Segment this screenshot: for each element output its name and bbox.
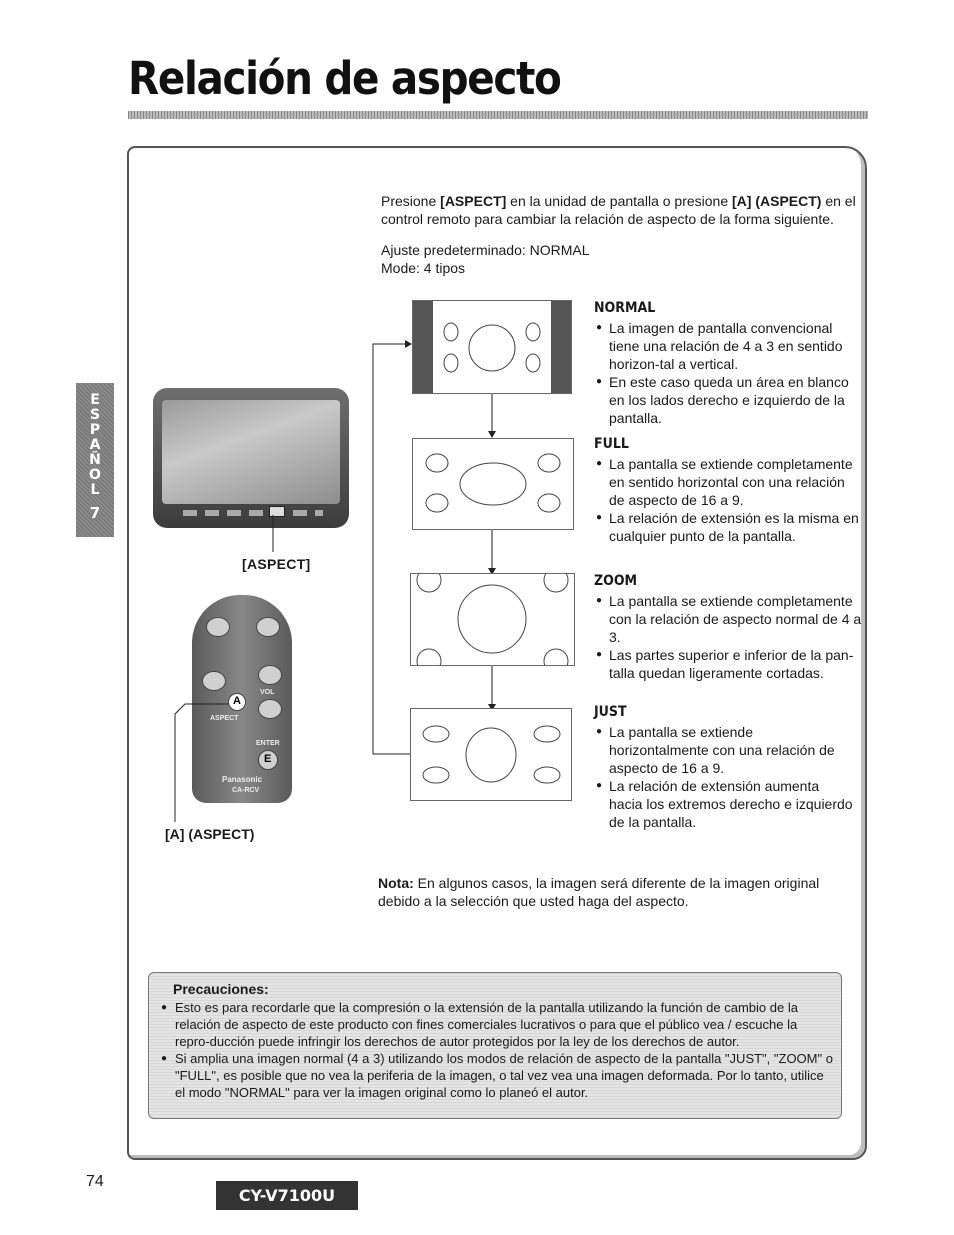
precautions-list: [161, 999, 833, 1101]
a-aspect-button-label: [A] (ASPECT): [165, 826, 255, 842]
intro-key-aspect: [ASPECT]: [440, 193, 507, 209]
intro-text: en el control remoto para cambiar la relación de aspecto de la forma siguiente.: [381, 193, 856, 227]
side-tab-letter: Ñ: [89, 452, 101, 468]
side-tab-letter: S: [89, 407, 101, 423]
mode-title-just: JUST: [594, 704, 627, 720]
remote-brand: Panasonic: [222, 775, 263, 784]
intro-key-a-aspect: [A] (ASPECT): [732, 193, 822, 209]
list-item: ● La pantalla se extiende completamente en sentido horizontal con una relación de aspecto de 16 a 9.: [596, 455, 862, 509]
remote-aspect-label: ASPECT: [210, 715, 239, 722]
side-tab-letter: L: [90, 482, 100, 498]
remote-a-button-label: A: [233, 695, 241, 707]
side-tab-letter: P: [89, 422, 101, 438]
remote-enter-button-label: E: [264, 753, 272, 765]
list-item: ● La relación de extensión aumenta hacia los extremos derecho e izquierdo de la pantalla.: [596, 777, 856, 831]
list-item: ● La pantalla se extiende completamente con la relación de aspecto normal de 4 a 3.: [596, 592, 862, 646]
side-tab-letter: E: [90, 392, 100, 408]
list-item: ● Si amplia una imagen normal (4 a 3) utilizando los modos de relación de aspecto de la pantalla "JUST", "ZOOM" o "FULL", es posible que no vea la periferia de la imagen, o tal vez vea una imagen deformada. Por lo tanto, utilice el modo "NORMAL" para ver la imagen original como lo planeó el autor.: [161, 1050, 833, 1101]
mode-title-normal: NORMAL: [594, 300, 656, 316]
list-item: ● La relación de extensión es la misma en cualquier punto de la pantalla.: [596, 509, 862, 545]
remote-enter-label: ENTER: [256, 740, 280, 747]
list-item: ● En este caso queda un área en blanco en los lados derecho e izquierdo de la pantalla.: [596, 373, 860, 427]
mode-count: Mode: 4 tipos: [381, 260, 466, 276]
precautions-title: Precauciones:: [173, 981, 269, 997]
list-item: ● La pantalla se extiende horizontalmente con una relación de aspecto de 16 a 9.: [596, 723, 856, 777]
note-paragraph: [378, 874, 858, 910]
remote-vol-label: VOL: [260, 689, 275, 696]
side-tab-number: 7: [89, 504, 101, 522]
precautions-box: [148, 972, 842, 1119]
intro-text: Presione: [381, 193, 441, 209]
remote-model-code: CA-RCV: [232, 787, 260, 794]
mode-title-zoom: ZOOM: [594, 573, 638, 589]
aspect-button-label: [ASPECT]: [242, 556, 311, 572]
side-tab-letter: O: [89, 467, 101, 483]
list-item: ● Esto es para recordarle que la compresión o la extensión de la pantalla utilizando la función de cambio de la relación de aspecto de este producto con fines comerciales lucrativos o para que el público vea / escuche la repro-ducción puede infringir los derechos de autor protegidos por la ley de los derechos de autor.: [161, 999, 833, 1050]
mode-title-full: FULL: [594, 436, 629, 452]
list-item: ● Las partes superior e inferior de la pan-talla quedan ligeramente cortadas.: [596, 646, 862, 682]
side-tab-letter: A: [89, 437, 101, 453]
page-number: 74: [86, 1173, 104, 1190]
list-item: ● La imagen de pantalla convencional tiene una relación de 4 a 3 en sentido horizon-tal a vertical.: [596, 319, 860, 373]
default-setting: Ajuste predeterminado: NORMAL: [381, 242, 590, 258]
model-badge: CY-V7100U: [216, 1181, 358, 1210]
intro-text: en la unidad de pantalla o presione: [506, 193, 733, 209]
page-title: Relación de aspecto: [128, 52, 561, 105]
note-text: En algunos casos, la imagen será diferente de la imagen original debido a la selección que usted haga del aspecto.: [378, 875, 820, 909]
note-label: Nota:: [378, 875, 414, 891]
